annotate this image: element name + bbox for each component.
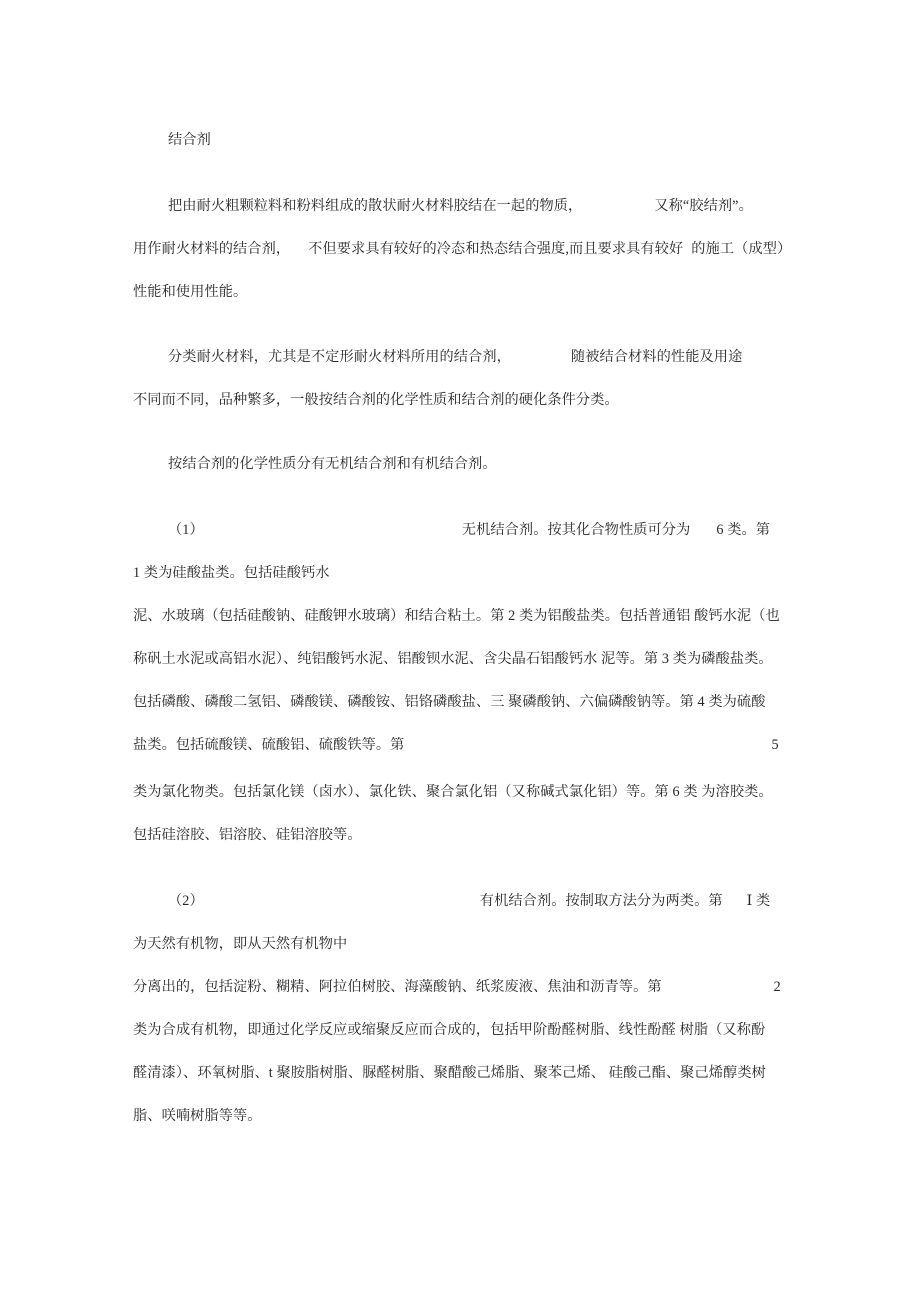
- text-segment: 分类耐火材料，尤其是不定形耐火材料所用的结合剂，: [168, 349, 511, 365]
- text-line: [133, 650, 800, 669]
- text-line: [133, 564, 800, 583]
- text-gap: [290, 252, 308, 253]
- document-title: 结合剂: [168, 132, 211, 148]
- text-gap: [690, 533, 716, 534]
- text-line: [133, 892, 835, 911]
- text-segment: （1）: [168, 522, 204, 538]
- text-segment: 把由耐火粗颗粒料和粉料组成的散状耐火材料胶结在一起的物质，: [168, 198, 583, 214]
- text-segment: 类为合成有机物，即通过化学反应或缩聚反应而合成的，包括甲阶酚醛树脂、线性酚醛 树脂（又称酚: [133, 1022, 766, 1038]
- text-segment: 用作耐火材料的结合剂，: [133, 241, 291, 257]
- text-segment: 类为氯化物类。包括氯化镁（卤水）、氯化铁、聚合氯化铝（又称碱式氯化铝）等。第 6 类 为溶胶类。: [133, 784, 773, 800]
- text-line: [133, 197, 835, 216]
- text-segment: （2）: [168, 893, 204, 909]
- text-line: [133, 693, 800, 712]
- text-segment: 包括硅溶胶、铝溶胶、硅铝溶胶等。: [133, 827, 362, 843]
- text-segment: 无机结合剂。按其化合物性质可分为: [461, 522, 691, 538]
- text-segment: 1 类为硅酸盐类。包括硅酸钙水: [133, 565, 330, 581]
- text-line: [133, 391, 800, 410]
- text-line: [133, 348, 835, 367]
- text-segment: 泥、水玻璃（包括硅酸钠、硅酸钾水玻璃）和结合粘土。第 2 类为铝酸盐类。包括普通铝 酸钙水泥（也: [133, 608, 780, 624]
- text-segment: 按结合剂的化学性质分有无机结合剂和有机结合剂。: [168, 456, 497, 472]
- text-segment: 包括磷酸、磷酸二氢铝、磷酸镁、磷酸铵、铝铬磷酸盐、三 聚磷酸钠、六偏磷酸钠等。第 4 类为硫酸: [133, 694, 766, 710]
- text-segment: 不同而不同，品种繁多，一般按结合剂的化学性质和结合剂的硬化条件分类。: [133, 392, 619, 408]
- text-line: [133, 1021, 800, 1040]
- text-line: [133, 783, 800, 802]
- text-segment: 又称“胶结剂”。: [654, 198, 753, 214]
- text-segment: 2: [773, 979, 781, 995]
- text-line: [133, 935, 800, 954]
- text-line: [133, 283, 800, 302]
- text-segment: 为天然有机物，即从天然有机物中: [133, 936, 348, 952]
- text-gap: [204, 904, 480, 905]
- text-line: [133, 736, 800, 755]
- text-segment: 随被结合材料的性能及用途: [570, 349, 743, 365]
- text-segment: 称矾土水泥或高铝水泥）、纯铝酸钙水泥、铝酸钡水泥、含尖晶石铝酸钙水 泥等。第 3 类为磷酸盐类。: [133, 651, 773, 667]
- text-gap: [511, 360, 571, 361]
- text-line: [133, 607, 800, 626]
- text-segment: 6 类。第: [716, 522, 771, 538]
- text-segment: 的施工（成型）: [691, 241, 792, 257]
- text-segment: Ⅰ 类: [746, 893, 771, 909]
- text-line: [133, 826, 800, 845]
- text-segment: 不但要求具有较好的冷态和热态结合强度,而且要求具有较好: [308, 241, 684, 257]
- text-line: [133, 1107, 800, 1126]
- text-segment: 5: [771, 737, 779, 753]
- text-line: [133, 1064, 800, 1083]
- text-gap: [662, 990, 774, 991]
- text-gap: [582, 209, 654, 210]
- text-segment: 性能和使用性能。: [133, 284, 248, 300]
- text-line: [133, 455, 835, 474]
- text-segment: 有机结合剂。按制取方法分为两类。第: [479, 893, 723, 909]
- text-segment: 脂、咲喃树脂等等。: [133, 1108, 262, 1124]
- text-segment: 盐类。包括硫酸镁、硫酸铝、硫酸铁等。第: [133, 737, 405, 753]
- text-line: [133, 521, 835, 540]
- text-segment: 分离出的，包括淀粉、糊精、阿拉伯树胶、海藻酸钠、纸浆废液、焦油和沥青等。第: [133, 979, 662, 995]
- text-gap: [404, 748, 771, 749]
- text-gap: [204, 533, 462, 534]
- text-segment: 醛清漆）、环氧树脂、t 聚胺脂树脂、脲醛树脂、聚醋酸己烯脂、聚苯己烯、 硅酸己酯、聚己烯醇类树: [133, 1065, 766, 1081]
- text-gap: [723, 904, 747, 905]
- text-line: [133, 978, 800, 997]
- text-line: [133, 240, 800, 259]
